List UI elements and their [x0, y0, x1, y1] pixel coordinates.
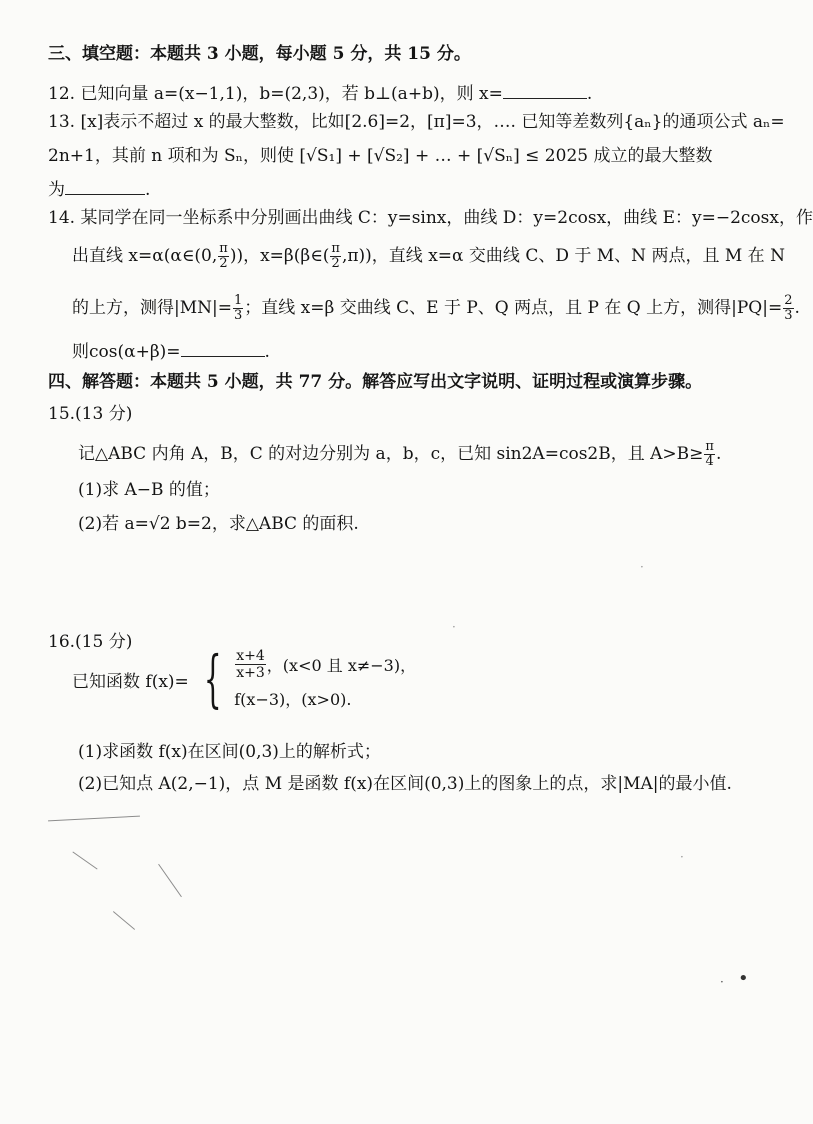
q16-cases	[234, 648, 416, 710]
q12-end: .	[586, 84, 593, 104]
q14-frac-2-3: $\frac{2}{3}$	[784, 293, 793, 323]
q16-part1: (1)求函数 f(x)在区间(0,3)上的解析式；	[78, 742, 381, 762]
q13-answer-blank	[65, 176, 145, 195]
section4-heading: 四、解答题：本题共 5 小题，共 77 分。解答应写出文字说明、证明过程或演算步骤。	[48, 372, 703, 392]
q16-case1-cond: ，(x<0 且 x≠−3)，	[266, 656, 417, 675]
scan-speck: ·	[680, 850, 684, 864]
scan-mark	[158, 864, 182, 897]
q16-lead: 已知函数 f(x)=	[72, 671, 189, 692]
q16-piecewise-function	[72, 642, 417, 715]
q15-part2: (2)若 a=√2 b=2，求△ABC 的面积.	[78, 514, 359, 534]
q14-line2-rest: ,π))，直线 x=α 交曲线 C、D 于 M、N 两点，且 M 在 N	[341, 246, 785, 266]
scan-speck: •	[738, 968, 749, 989]
q16-part2: (2)已知点 A(2,−1)，点 M 是函数 f(x)在区间(0,3)上的图象上的点，求|MA|的最小值.	[78, 774, 732, 794]
q13-line3	[48, 176, 754, 202]
q13-end: .	[145, 180, 151, 200]
q14-end: .	[264, 342, 270, 362]
q13-line2: 2n+1，其前 n 项和为 Sₙ，则使 [√S₁] + [√S₂] + … + [√Sₙ] ≤ 2025 成立的最大整数	[48, 146, 713, 166]
q13-line1: 13. [x]表示不超过 x 的最大整数，比如[2.6]=2，[π]=3，…. 已知等差数列{aₙ}的通项公式 aₙ=	[48, 112, 785, 132]
q12-answer-blank	[503, 80, 587, 99]
q14-mn: 的上方，测得|MN|=	[72, 298, 232, 318]
scan-speck: ·	[640, 560, 644, 574]
q14-line2	[72, 241, 785, 271]
q14-answer-blank	[181, 338, 265, 357]
q15-stem	[78, 440, 754, 469]
q15-stem-end: .	[715, 444, 722, 464]
q14-line3	[72, 293, 800, 323]
q14-frac-pi-over-2-a: $\frac{\pi}{2}$	[219, 241, 228, 271]
scan-mark	[48, 816, 140, 822]
q14-frac-pi-over-2-b: $\frac{\pi}{2}$	[331, 241, 340, 271]
q12-line	[48, 80, 754, 106]
q16-number: 16.(15 分)	[48, 632, 133, 652]
q16-brace: {	[203, 642, 222, 715]
q13-prefix: 为	[48, 180, 65, 200]
q14-alpha-range: 出直线 x=α(α∈(0,	[72, 246, 218, 266]
q12-text: 12. 已知向量 a=(x−1,1)，b=(2,3)，若 b⊥(a+b)，则 x=	[48, 84, 503, 104]
q16-case-1	[234, 648, 416, 681]
q15-stem-text: 记△ABC 内角 A，B，C 的对边分别为 a，b，c，已知 sin2A=cos2B，且 A>B≥	[78, 444, 704, 464]
scan-speck: ·	[452, 620, 456, 634]
scan-mark	[113, 911, 135, 930]
q14-frac-1-3: $\frac{1}{3}$	[233, 293, 243, 323]
section3-heading: 三、填空题：本题共 3 小题，每小题 5 分，共 15 分。	[48, 44, 471, 64]
q16-case1-frac: $\frac{x+4}{x+3}$	[236, 648, 265, 681]
q14-line1: 14. 某同学在同一坐标系中分别画出曲线 C：y=sinx，曲线 D：y=2cosx，曲线 E：y=−2cosx，作	[48, 208, 813, 228]
q14-beta-range: ))，x=β(β∈(	[229, 246, 330, 266]
q14-pq: ；直线 x=β 交曲线 C、E 于 P、Q 两点，且 P 在 Q 上方，测得|PQ|=	[244, 298, 783, 318]
q14-cos-prefix: 则cos(α+β)=	[72, 342, 181, 362]
q15-part1: (1)求 A−B 的值；	[78, 480, 220, 500]
q16-case-2	[234, 687, 416, 710]
scan-speck: ·	[720, 975, 724, 989]
q14-line4	[72, 338, 754, 364]
scan-mark	[72, 851, 97, 869]
q15-frac-pi-over-4: $\frac{\pi}{4}$	[705, 439, 714, 469]
q16-case2-text: f(x−3)，(x>0).	[234, 690, 352, 709]
q14-line3-end: .	[794, 298, 800, 318]
q15-number: 15.(13 分)	[48, 404, 133, 424]
